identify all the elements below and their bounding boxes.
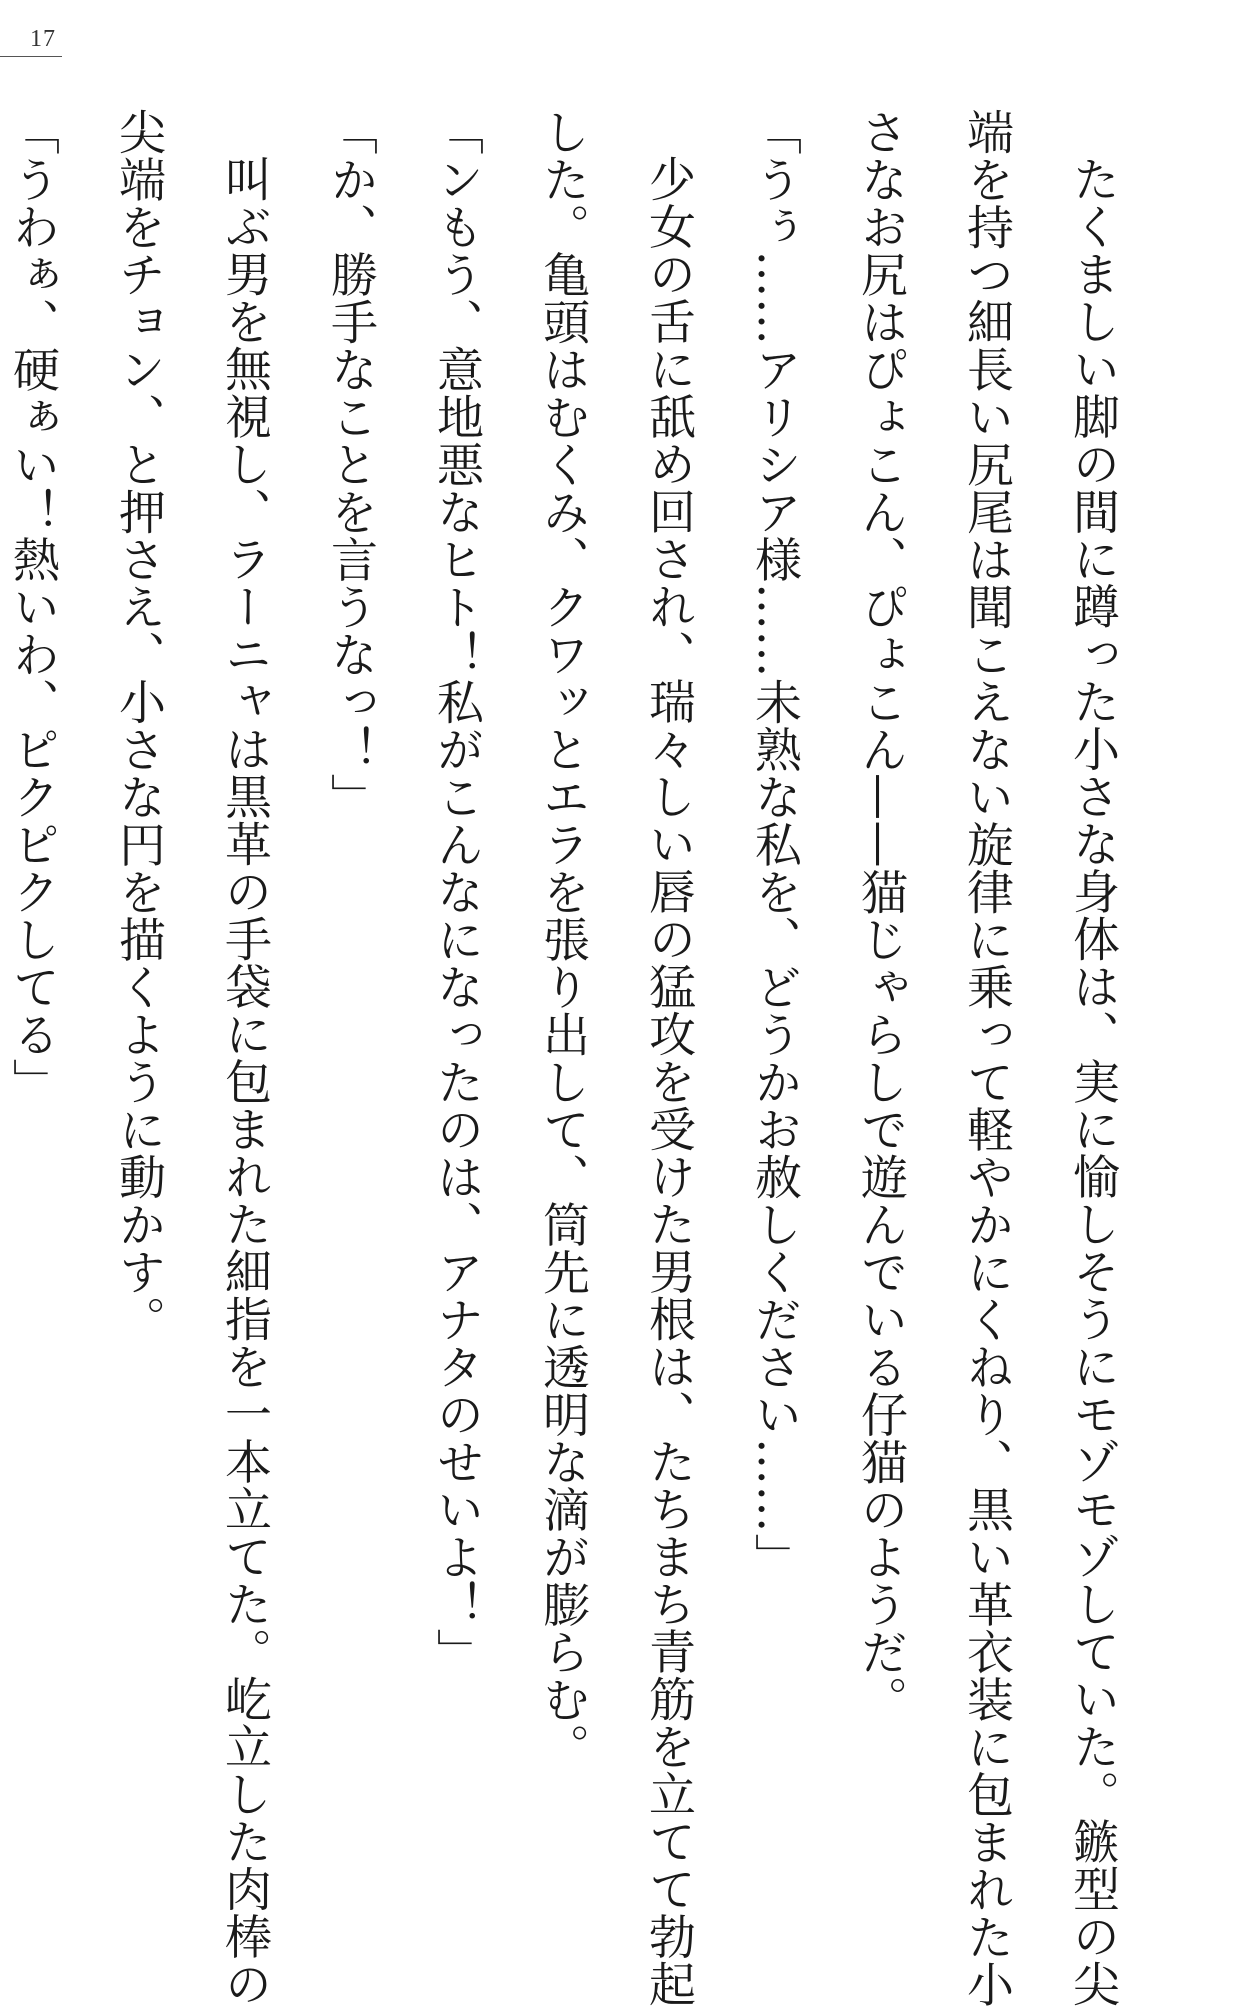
- page-number-rule: [0, 56, 62, 57]
- text-line: さなお尻はぴょこん、ぴょこん——猫じゃらしで遊んでいる仔猫のようだ。: [853, 108, 908, 1723]
- text-line: 叫ぶ男を無視し、ラーニャは黒革の手袋に包まれた細指を一本立てた。屹立した肉棒の: [217, 155, 272, 2008]
- text-line: 少女の舌に舐め回され、瑞々しい唇の猛攻を受けた男根は、たちまち青筋を立てて勃起: [641, 155, 696, 2008]
- text-line: 「うぅ……アリシア様……未熟な私を、どうかお赦しください……」: [747, 108, 802, 1581]
- vertical-text-block: [5, 108, 1145, 2008]
- text-line: 「か、勝手なことを言うなっ！」: [323, 108, 378, 821]
- text-line: 「ンもう、意地悪なヒト！私がこんなになったのは、アナタのせいよ！」: [429, 108, 484, 1676]
- text-line: した。亀頭はむくみ、クワッとエラを張り出して、筒先に透明な滴が膨らむ。: [535, 108, 590, 1771]
- text-line: 「うわぁ、硬ぁい！熱いわ、ピクピクしてる」: [5, 108, 60, 1106]
- text-line: たくましい脚の間に蹲った小さな身体は、実に愉しそうにモゾモゾしていた。鏃型の尖: [1065, 155, 1120, 2008]
- page-number: 17: [30, 26, 56, 52]
- text-line: 尖端をチョン、と押さえ、小さな円を描くように動かす。: [111, 108, 166, 1343]
- text-line: 端を持つ細長い尻尾は聞こえない旋律に乗って軽やかにくねり、黒い革衣装に包まれた小: [959, 108, 1014, 2008]
- body-text-area: [5, 108, 1145, 2008]
